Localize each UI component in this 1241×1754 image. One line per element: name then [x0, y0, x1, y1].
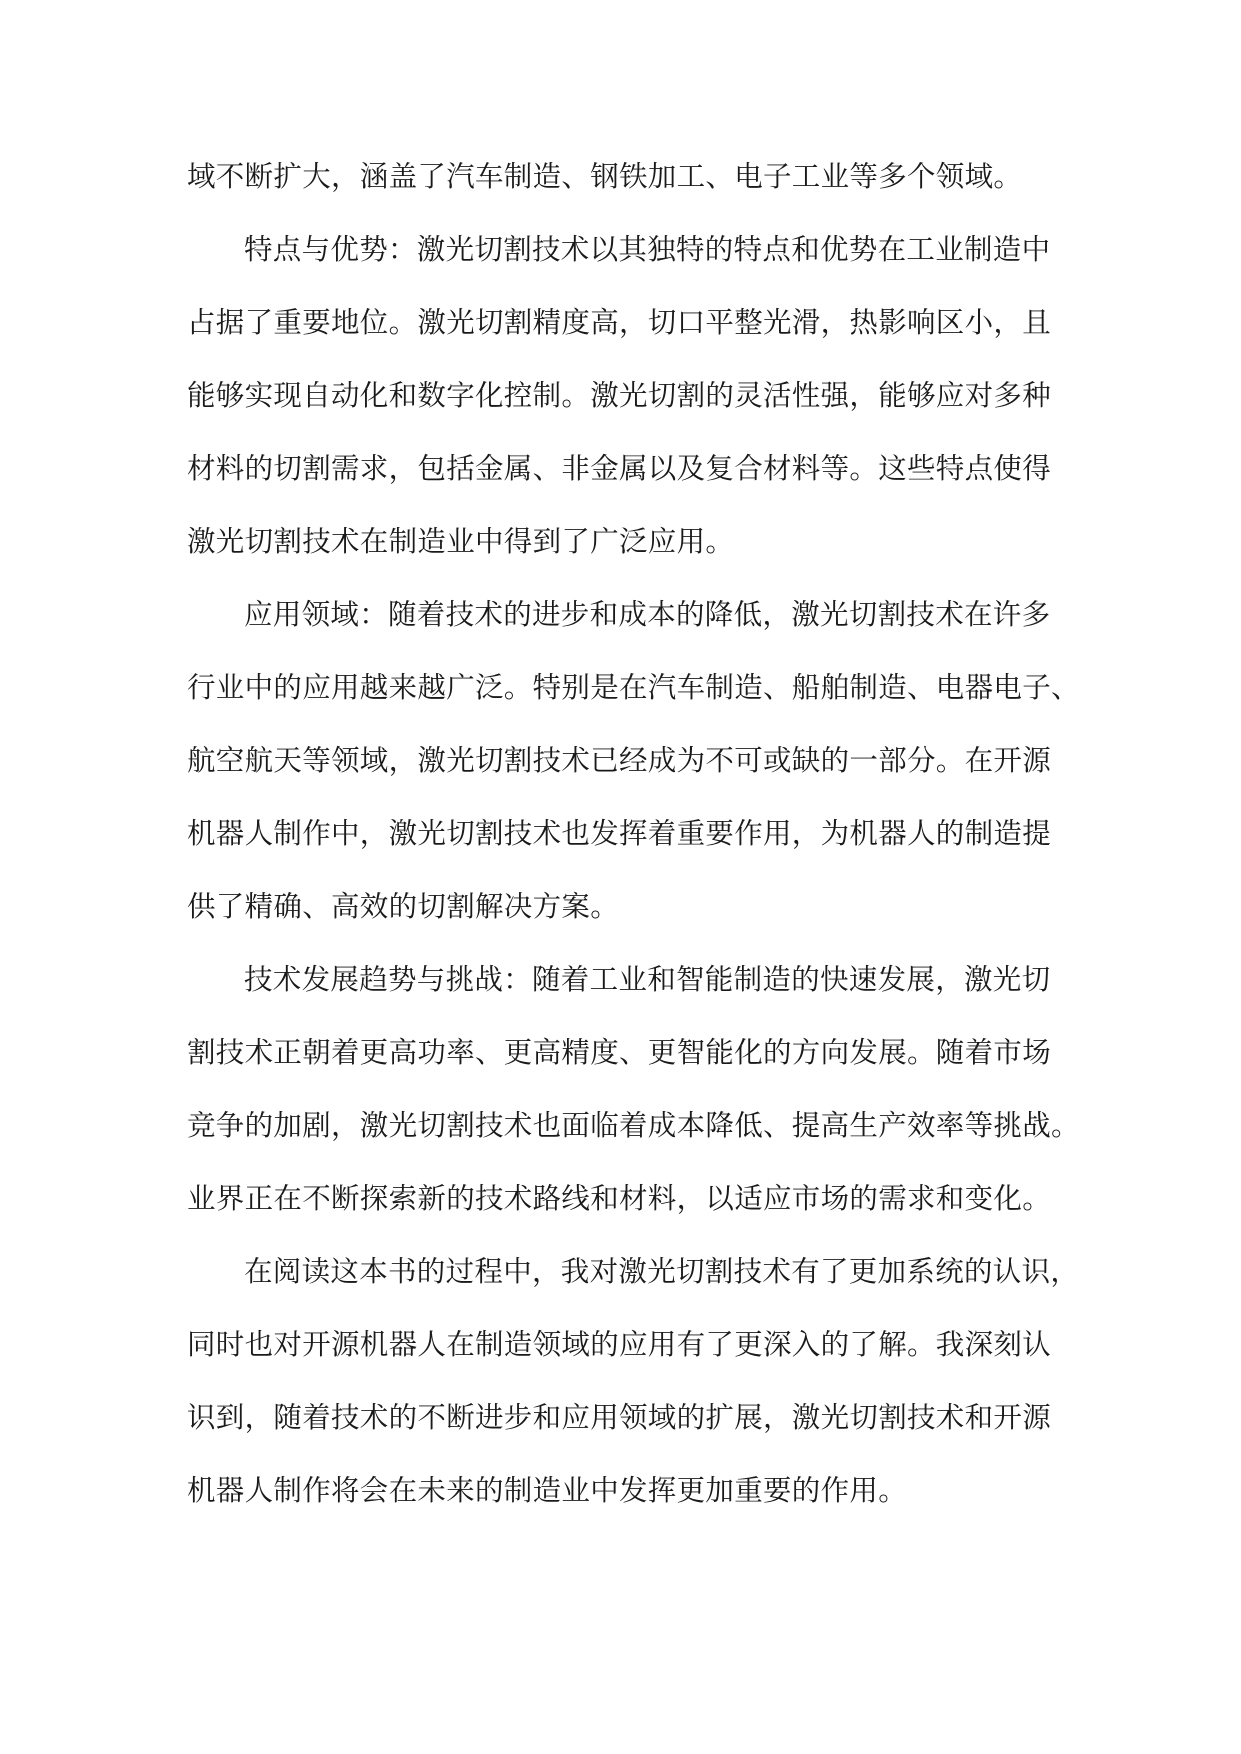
paragraph-features-advantages — [187, 213, 1055, 578]
text-line: 识到，随着技术的不断进步和应用领域的扩展，激光切割技术和开源 — [187, 1401, 1052, 1434]
paragraph-conclusion — [187, 1235, 1080, 1527]
text-line: 机器人制作中，激光切割技术也发挥着重要作用，为机器人的制造提 — [187, 817, 1052, 850]
text-line: 特点与优势：激光切割技术以其独特的特点和优势在工业制造中 — [244, 233, 1051, 266]
text-line: 行业中的应用越来越广泛。特别是在汽车制造、船舶制造、电器电子、 — [187, 671, 1080, 704]
paragraph-trends-challenges — [187, 943, 1080, 1235]
text-line: 竞争的加剧，激光切割技术也面临着成本降低、提高生产效率等挑战。 — [187, 1109, 1080, 1142]
text-line: 在阅读这本书的过程中，我对激光切割技术有了更加系统的认识， — [244, 1255, 1080, 1288]
text-line: 应用领域：随着技术的进步和成本的降低，激光切割技术在许多 — [244, 598, 1051, 631]
paragraph-continuation — [187, 140, 1055, 213]
text-line: 能够实现自动化和数字化控制。激光切割的灵活性强，能够应对多种 — [187, 379, 1052, 412]
text-line: 材料的切割需求，包括金属、非金属以及复合材料等。这些特点使得 — [187, 452, 1052, 485]
text-line: 域不断扩大，涵盖了汽车制造、钢铁加工、电子工业等多个领域。 — [187, 160, 1023, 193]
text-line: 割技术正朝着更高功率、更高精度、更智能化的方向发展。随着市场 — [187, 1036, 1052, 1069]
text-line: 航空航天等领域，激光切割技术已经成为不可或缺的一部分。在开源 — [187, 744, 1052, 777]
text-line: 激光切割技术在制造业中得到了广泛应用。 — [187, 525, 735, 558]
text-line: 业界正在不断探索新的技术路线和材料，以适应市场的需求和变化。 — [187, 1182, 1052, 1215]
text-line: 同时也对开源机器人在制造领域的应用有了更深入的了解。我深刻认 — [187, 1328, 1052, 1361]
text-line: 机器人制作将会在未来的制造业中发挥更加重要的作用。 — [187, 1474, 908, 1507]
document-body — [187, 140, 1080, 1527]
text-line: 供了精确、高效的切割解决方案。 — [187, 890, 620, 923]
text-line: 技术发展趋势与挑战：随着工业和智能制造的快速发展，激光切 — [244, 963, 1051, 996]
text-line: 占据了重要地位。激光切割精度高，切口平整光滑，热影响区小，且 — [187, 306, 1052, 339]
paragraph-application-fields — [187, 578, 1080, 943]
